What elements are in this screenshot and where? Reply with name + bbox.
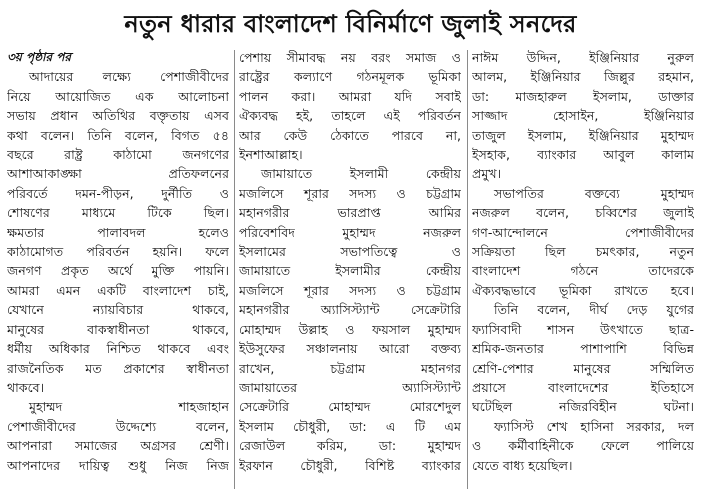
column-line: বছরে রাষ্ট্র কাঠামো জনগণের xyxy=(7,147,229,163)
column-line: পেশাজীবীদের উদ্দেশ্যে বলেন, xyxy=(7,418,229,434)
column-line: মজলিসে শূরার সদস্য ও চট্টগ্রাম xyxy=(239,185,461,201)
column-line: শ্রমিক-জনতার পাশাপাশি বিভিন্ন xyxy=(472,341,694,357)
column-line: কথা বলেন। তিনি বলেন, বিগত ৫৪ xyxy=(7,127,229,143)
column-line: ঐক্যবদ্ধভাবে ভূমিকা রাখতে হবে। xyxy=(472,282,694,298)
column-line: থাকবে। xyxy=(7,379,45,395)
column-divider xyxy=(467,50,468,489)
column-3 xyxy=(472,48,694,493)
column-line: ইসলাম চৌধুরী, ডা: এ টি এম xyxy=(239,418,461,434)
column-line: রেজাউল করিম, ডা: মুহাম্মদ xyxy=(239,438,461,454)
column-line: নিয়ে আয়োজিত এক আলোচনা xyxy=(7,88,229,104)
column-line: ফ্যাসিস্ট শেখ হাসিনা সরকার, দল xyxy=(494,418,694,434)
column-line: আপনাদের দায়িত্ব শুধু নিজ নিজ xyxy=(7,457,229,473)
column-line: বাংলাদেশ গঠনে তাদেরকে xyxy=(472,263,694,279)
column-line: নজরুল বলেন, চব্বিশের জুলাই xyxy=(472,205,694,221)
column-line: ইরফান চৌধুরী, বিশিষ্ট ব্যাংকার xyxy=(239,457,461,473)
column-line: যেখানে ন্যায়বিচার থাকবে, xyxy=(7,302,229,318)
column-line: প্রয়াসে বাংলাদেশের ইতিহাসে xyxy=(472,379,694,395)
column-line: সাজ্জাদ হোসাইন, ইঞ্জিনিয়ার xyxy=(472,108,694,124)
column-line: মুহাম্মদ শাহজাহান xyxy=(29,399,229,415)
column-line: নাঈম উদ্দিন, ইঞ্জিনিয়ার নুরুল xyxy=(472,50,694,65)
column-line: সেক্রেটারি মোহাম্মদ মোরশেদুল xyxy=(239,399,461,415)
column-line: আমরা এমন একটি বাংলাদেশ চাই, xyxy=(7,282,229,298)
column-line: আশাআকাঙ্ক্ষা প্রতিফলনের xyxy=(7,166,229,182)
column-line: ও কর্মীবাহিনীকে ফেলে পালিয়ে xyxy=(472,438,694,454)
column-line: তিনি বলেন, দীর্ঘ দেড় যুগের xyxy=(494,302,694,318)
column-line: ঐক্যবদ্ধ হই, তাহলে এই পরিবর্তন xyxy=(239,108,461,124)
column-line: জনগণ প্রকৃত অর্থে মুক্তি পায়নি। xyxy=(7,263,229,279)
column-line: আলম, ইঞ্জিনিয়ার জিল্লুর রহমান, xyxy=(472,69,694,85)
column-line: রাষ্ট্রের কল্যাণে গঠনমূলক ভূমিকা xyxy=(239,69,461,85)
column-line: ইসলামের সভাপতিত্বে ও xyxy=(239,244,461,260)
column-line: মোহাম্মদ উল্লাহ ও ফয়সাল মুহাম্মদ xyxy=(239,321,461,337)
column-line: সক্রিয়তা ছিল চমৎকার, নতুন xyxy=(472,244,694,260)
column-line: প্রমুখ। xyxy=(472,166,502,182)
column-line: সভায় প্রধান অতিথির বক্তৃতায় এসব xyxy=(7,108,229,124)
column-line: গণ-আন্দোলনে পেশাজীবীদের xyxy=(472,224,694,240)
column-line: রাজনৈতিক মত প্রকাশের স্বাধীনতা xyxy=(7,360,229,376)
column-line: কাঠামোগত পরিবর্তন হয়নি। ফলে xyxy=(7,244,229,260)
column-line: জামায়াতের অ্যাসিস্ট্যান্ট xyxy=(239,379,461,395)
column-line: ডা: মাজহারুল ইসলাম, ডাক্তার xyxy=(472,88,694,104)
column-line: মহানগরীর ভারপ্রাপ্ত আমির xyxy=(239,205,461,221)
column-line: আর কেউ ঠেকাতে পারবে না, xyxy=(239,127,461,143)
column-line: ইসহাক, ব্যাংকার আবুল কালাম xyxy=(472,147,694,163)
column-line: পালন করা। আমরা যদি সবাই xyxy=(239,88,461,104)
column-line: পেশায় সীমাবদ্ধ নয় বরং সমাজ ও xyxy=(239,50,461,65)
column-line: শ্রেণি-পেশার মানুষের সম্মিলিত xyxy=(472,360,694,376)
column-line: ঘটেছিল নজিরবিহীন ঘটনা। xyxy=(472,399,694,415)
column-line: পরিবেশবিদ মুহাম্মদ নজরুল xyxy=(239,224,461,240)
column-2 xyxy=(239,48,461,493)
column-line: ধর্মীয় অধিকার নিশ্চিত থাকবে এবং xyxy=(7,341,229,357)
headline: নতুন ধারার বাংলাদেশ বিনির্মাণে জুলাই সনদের xyxy=(124,10,577,38)
column-line: শোষণের মাধ্যমে টিকে ছিল। xyxy=(7,205,229,221)
column-line: পরিবর্তে দমন-পীড়ন, দুর্নীতি ও xyxy=(7,185,229,201)
column-line: রাখেন, চট্টগ্রাম মহানগর xyxy=(239,360,461,376)
column-line: ইনশাআল্লাহ। xyxy=(239,147,303,163)
column-line: আদায়ের লক্ষ্যে পেশাজীবীদের xyxy=(29,69,229,85)
column-line: মহানগরীর অ্যাসিস্ট্যান্ট সেক্রেটারি xyxy=(239,302,461,318)
column-line: ক্ষমতার পালাবদল হলেও xyxy=(7,224,229,240)
column-line: মজলিসে শূরার সদস্য ও চট্টগ্রাম xyxy=(239,282,461,298)
column-line: তাজুল ইসলাম, ইঞ্জিনিয়ার মুহাম্মদ xyxy=(472,127,694,143)
column-line: যেতে বাধ্য হয়েছিল। xyxy=(472,457,573,473)
column-line: জামায়াতে ইসলামী কেন্দ্রীয় xyxy=(261,166,461,182)
column-line: মানুষের বাকস্বাধীনতা থাকবে, xyxy=(7,321,229,337)
column-divider xyxy=(234,50,235,489)
column-1 xyxy=(7,48,229,493)
column-line: ফ্যাসিবাদী শাসন উৎখাতে ছাত্র- xyxy=(472,321,694,337)
column-line: ইউসুফের সঞ্চালনায় আরো বক্তব্য xyxy=(239,341,461,357)
article-body xyxy=(7,48,695,493)
column-line: সভাপতির বক্তব্যে মুহাম্মদ xyxy=(494,185,694,201)
column-line: জামায়াতে ইসলামীর কেন্দ্রীয় xyxy=(239,263,461,279)
column-line: আপনারা সমাজের অগ্রসর শ্রেণী। xyxy=(7,438,229,454)
continued-label: ৩য় পৃষ্ঠার পর xyxy=(7,50,72,64)
